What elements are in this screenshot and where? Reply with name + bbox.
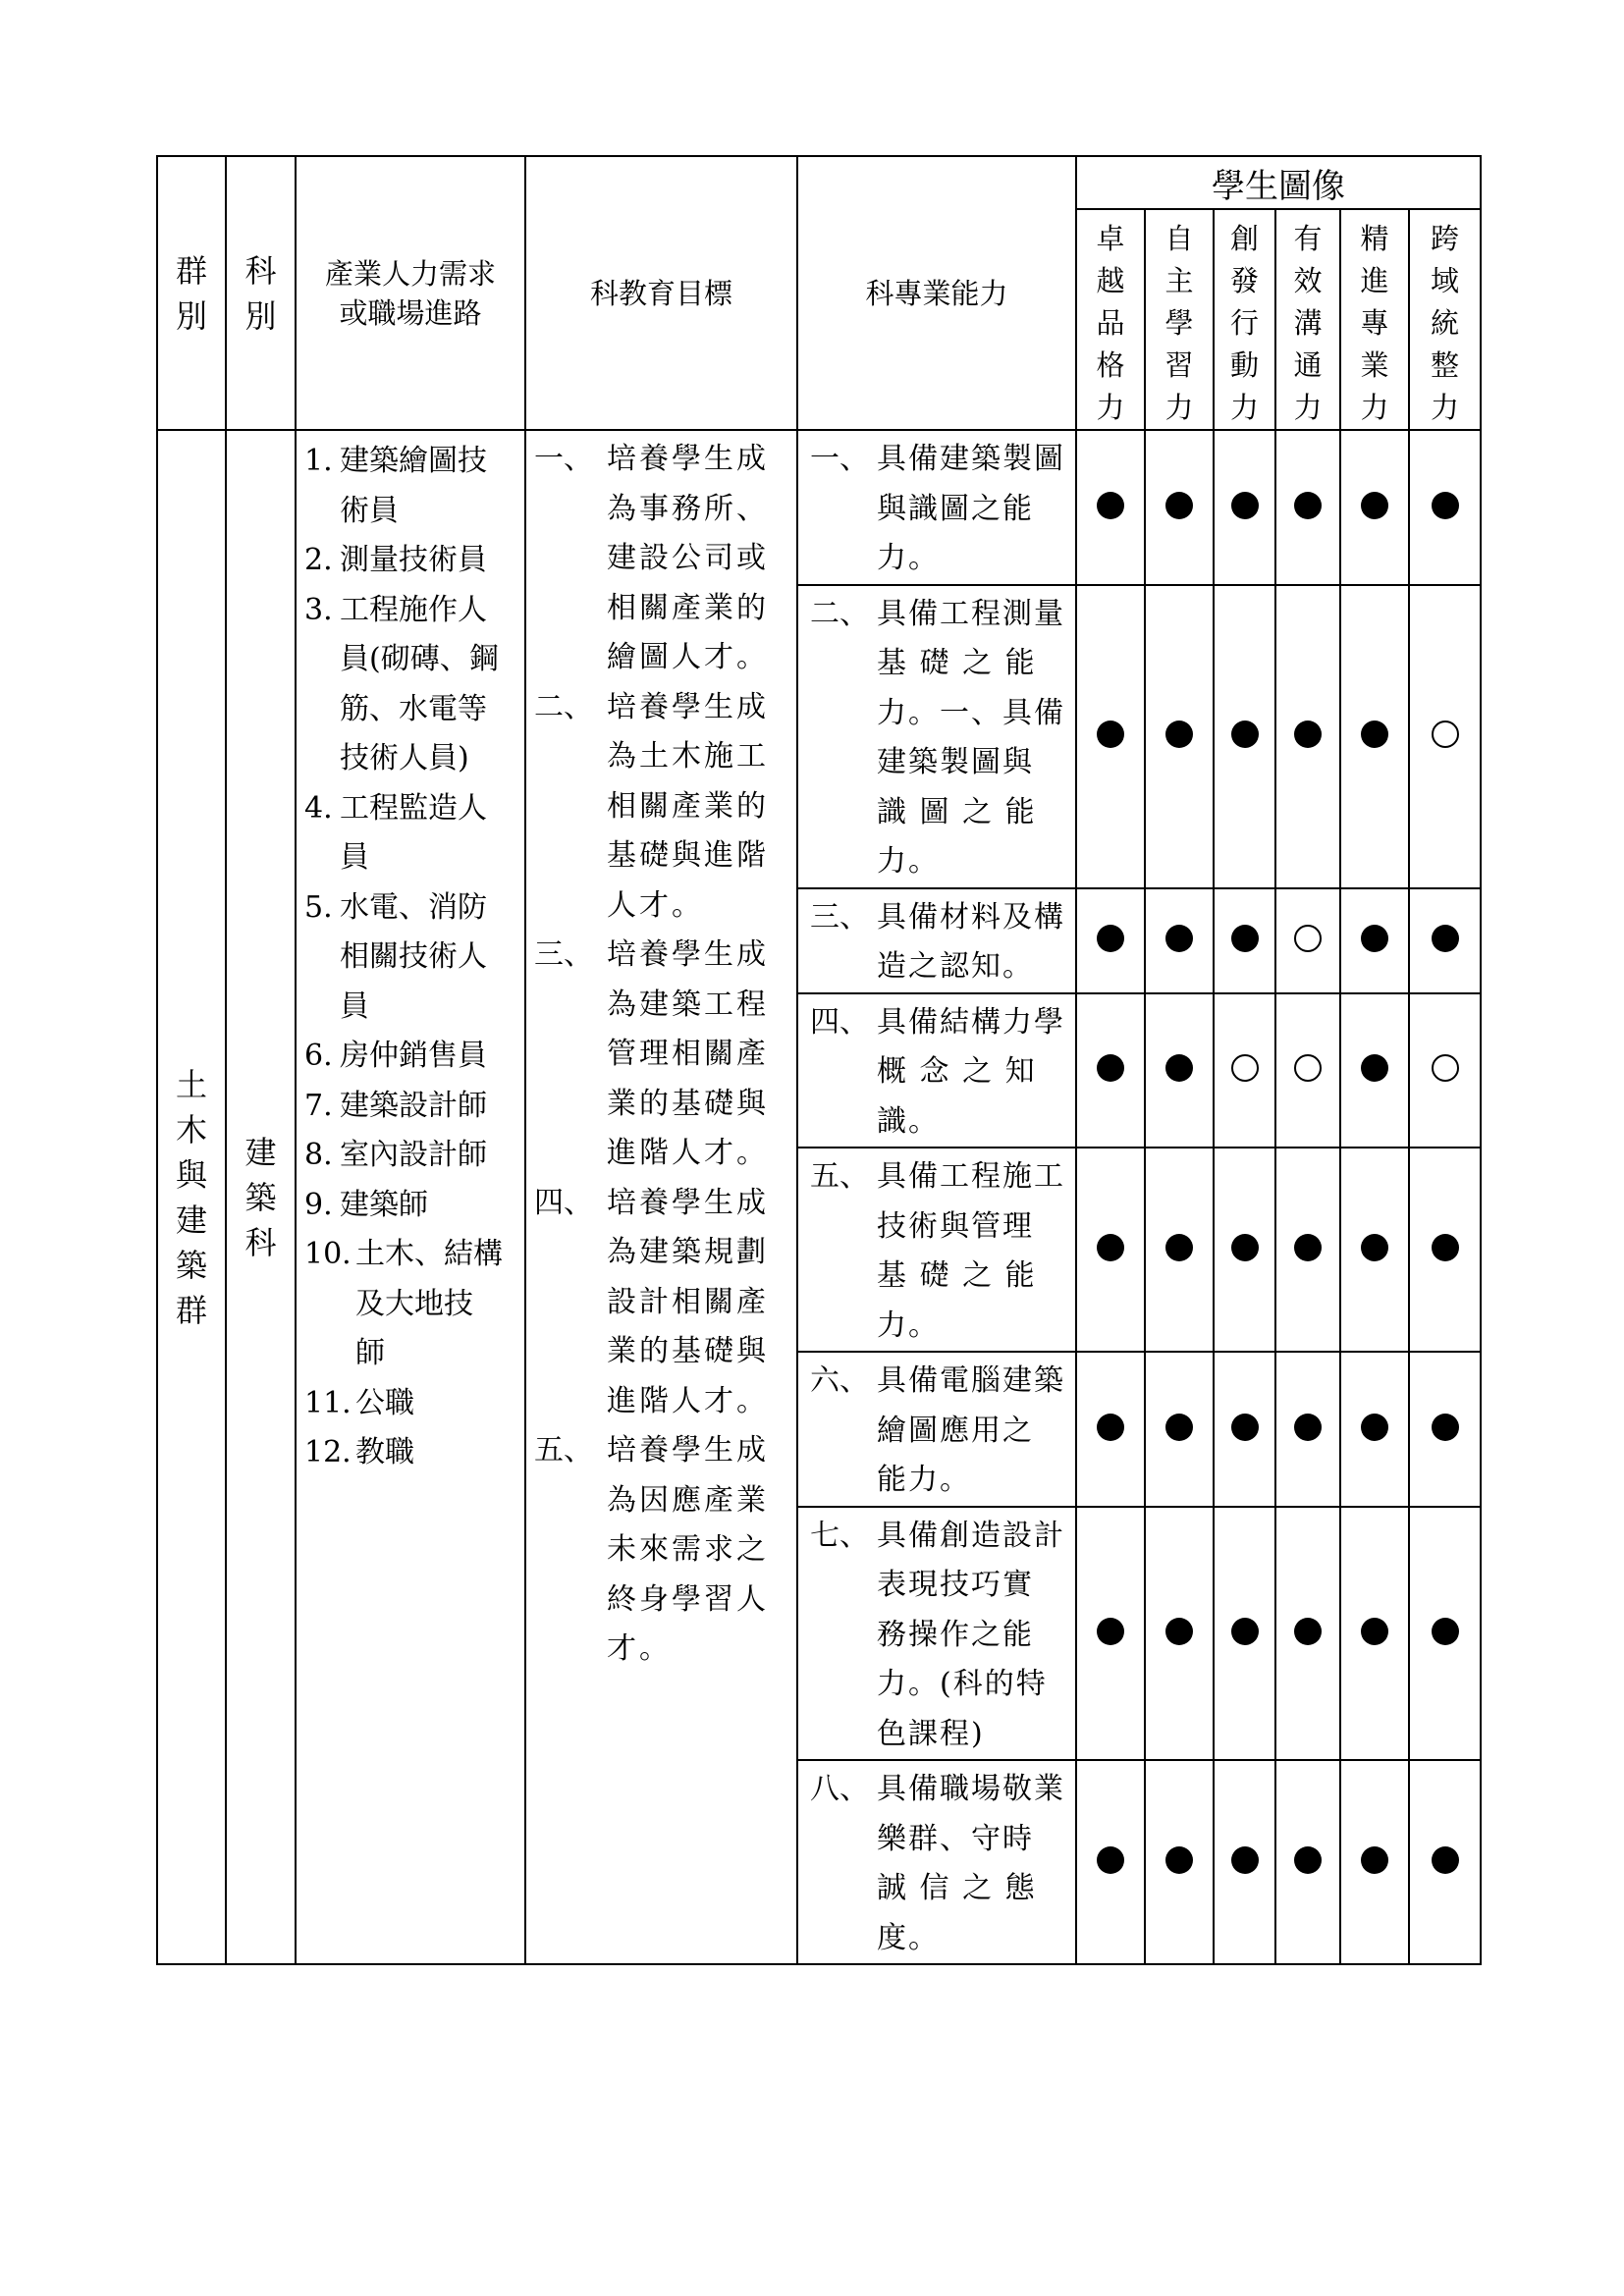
objective-text: 為建築規劃 (607, 1235, 769, 1269)
filled-circle-icon (1361, 492, 1388, 519)
filled-circle-icon (1231, 1234, 1259, 1261)
competency-number: 三、 (810, 899, 869, 934)
mark-cell (1076, 585, 1145, 888)
characteristic-char: 主 (1164, 264, 1194, 297)
mark-cell (1340, 1148, 1409, 1352)
competency-text: 具備創造設計 (877, 1518, 1065, 1553)
mark-cell (1076, 1352, 1145, 1507)
header-characteristic-5 (1340, 209, 1409, 430)
header-characteristic-3 (1214, 209, 1275, 430)
characteristic-char: 力 (1360, 391, 1389, 424)
mark-cell (1275, 585, 1340, 888)
filled-circle-icon (1231, 1414, 1259, 1441)
mark-cell (1275, 430, 1340, 585)
mark-cell (1076, 993, 1145, 1148)
mark-cell (1409, 1507, 1481, 1761)
mark-cell (1340, 430, 1409, 585)
career-text: 師 (355, 1336, 385, 1370)
filled-circle-icon (1097, 1618, 1124, 1645)
career-number: 2. (304, 543, 333, 577)
header-characteristic-6 (1409, 209, 1481, 430)
competency-text: 具備電腦建築 (877, 1363, 1065, 1398)
mark-cell (1409, 1760, 1481, 1964)
mark-cell (1214, 1507, 1275, 1761)
characteristic-char: 跨 (1430, 222, 1459, 255)
competency-text: 基 礎 之 能 (877, 1258, 1037, 1293)
career-text: 員 (340, 840, 369, 875)
mark-cell (1340, 888, 1409, 993)
competency-text: 繪圖應用之 (877, 1413, 1034, 1448)
characteristic-char: 整 (1430, 348, 1459, 382)
mark-cell (1409, 993, 1481, 1148)
curriculum-table (156, 155, 1482, 1965)
career-number: 7. (304, 1088, 333, 1123)
career-item (304, 536, 516, 586)
hollow-circle-icon (1432, 721, 1459, 748)
objective-text: 才。 (607, 1631, 672, 1666)
characteristic-char: 通 (1293, 348, 1323, 382)
characteristic-char: 力 (1293, 391, 1323, 424)
characteristic-char: 品 (1096, 306, 1125, 340)
career-number: 3. (304, 592, 333, 627)
mark-cell (1145, 1148, 1214, 1352)
career-number: 4. (304, 790, 333, 826)
header-industry-line-2: 或職場進路 (339, 295, 482, 330)
filled-circle-icon (1294, 721, 1322, 748)
characteristic-char: 專 (1360, 306, 1389, 340)
characteristic-char: 卓 (1096, 222, 1125, 255)
objective-item (534, 931, 786, 1179)
objective-text: 終身學習人 (607, 1581, 769, 1617)
competency-item (810, 590, 1065, 887)
characteristic-char: 行 (1229, 306, 1259, 340)
career-text: 土木、結構 (355, 1237, 503, 1271)
objective-item (534, 1179, 786, 1427)
competency-item (810, 998, 1065, 1148)
career-item (304, 586, 516, 784)
competency-text: 具備材料及構 (877, 899, 1065, 934)
group-char: 群 (175, 1291, 207, 1329)
filled-circle-icon (1294, 1618, 1322, 1645)
career-text: 測量技術員 (340, 543, 487, 577)
objective-text: 相關產業的 (607, 590, 769, 625)
competency-text: 識。 (877, 1103, 940, 1139)
mark-cell (1076, 1507, 1145, 1761)
mark-cell (1409, 1352, 1481, 1507)
group-char: 土 (175, 1065, 207, 1103)
mark-cell (1145, 585, 1214, 888)
mark-cell (1214, 1148, 1275, 1352)
career-text: 工程施作人 (340, 592, 487, 627)
filled-circle-icon (1165, 721, 1193, 748)
competency-text: 樂群、守時 (877, 1821, 1034, 1856)
filled-circle-icon (1165, 1618, 1193, 1645)
mark-cell (1409, 1148, 1481, 1352)
competency-cell (797, 1507, 1076, 1761)
competency-text: 識 圖 之 能 (877, 794, 1037, 829)
filled-circle-icon (1294, 1846, 1322, 1874)
competency-cell (797, 993, 1076, 1148)
career-item (304, 883, 516, 1033)
header-objectives: 科教育目標 (525, 156, 797, 430)
mark-cell (1076, 430, 1145, 585)
filled-circle-icon (1432, 1846, 1459, 1874)
competency-text: 具備工程測量 (877, 596, 1065, 631)
competency-item (810, 893, 1065, 992)
objective-text: 進階人才。 (607, 1383, 769, 1418)
characteristic-char: 創 (1229, 222, 1259, 255)
objective-item (534, 683, 786, 932)
filled-circle-icon (1097, 1846, 1124, 1874)
competency-text: 力。 (877, 1308, 940, 1343)
competency-text: 具備結構力學 (877, 1004, 1065, 1040)
filled-circle-icon (1361, 1618, 1388, 1645)
objective-text: 進階人才。 (607, 1136, 769, 1170)
characteristic-char: 發 (1229, 264, 1259, 297)
filled-circle-icon (1097, 1234, 1124, 1261)
characteristic-char: 精 (1360, 222, 1389, 255)
header-student-image: 學生圖像 (1076, 156, 1481, 209)
career-text: 員(砌磚、鋼 (340, 642, 499, 676)
filled-circle-icon (1097, 1054, 1124, 1082)
competency-text: 力。一、具備 (877, 695, 1065, 730)
objective-number: 四、 (534, 1185, 593, 1220)
mark-cell (1275, 1760, 1340, 1964)
mark-cell (1145, 888, 1214, 993)
mark-cell (1076, 1760, 1145, 1964)
mark-cell (1076, 1148, 1145, 1352)
mark-cell (1214, 1352, 1275, 1507)
hollow-circle-icon (1294, 1054, 1322, 1082)
career-item (304, 437, 516, 536)
competency-number: 六、 (810, 1363, 869, 1398)
competency-item (810, 1152, 1065, 1351)
characteristic-char: 效 (1293, 264, 1323, 297)
header-dept (226, 156, 296, 430)
objective-text: 相關產業的 (607, 788, 769, 824)
filled-circle-icon (1432, 1618, 1459, 1645)
career-number: 6. (304, 1039, 333, 1073)
career-text: 建築設計師 (340, 1088, 487, 1123)
competency-text: 技術與管理 (877, 1208, 1034, 1244)
competency-cell (797, 888, 1076, 993)
group-char: 建 (175, 1201, 207, 1239)
filled-circle-icon (1361, 1846, 1388, 1874)
competency-text: 建築製圖與 (877, 745, 1034, 779)
mark-cell (1214, 993, 1275, 1148)
career-item (304, 1032, 516, 1082)
career-text: 及大地技 (355, 1286, 473, 1321)
competency-text: 力。 (877, 844, 940, 879)
careers-cell (296, 430, 525, 1964)
competency-text: 能力。 (877, 1463, 971, 1497)
department-char: 建 (244, 1133, 277, 1171)
objective-text: 業的基礎與 (607, 1334, 769, 1368)
mark-cell (1214, 585, 1275, 888)
mark-cell (1214, 430, 1275, 585)
career-item (304, 1230, 516, 1379)
competency-number: 二、 (810, 596, 869, 631)
characteristic-char: 習 (1164, 348, 1194, 382)
objective-number: 二、 (534, 689, 593, 724)
competency-item (810, 1512, 1065, 1760)
characteristic-char: 力 (1229, 391, 1259, 424)
objective-text: 設計相關產 (607, 1284, 769, 1319)
filled-circle-icon (1231, 925, 1259, 952)
competency-item (810, 435, 1065, 584)
objective-text: 為事務所、 (607, 491, 769, 526)
competency-item (810, 1765, 1065, 1963)
filled-circle-icon (1432, 492, 1459, 519)
header-characteristic-2 (1145, 209, 1214, 430)
objectives-cell (525, 430, 797, 1964)
header-dept-char-1: 科 (244, 251, 277, 290)
objective-number: 一、 (534, 442, 593, 476)
header-group (157, 156, 226, 430)
competency-number: 七、 (810, 1518, 869, 1553)
competency-number: 五、 (810, 1159, 869, 1194)
department-cell (226, 430, 296, 1964)
hollow-circle-icon (1294, 925, 1322, 952)
career-item (304, 1428, 516, 1478)
mark-cell (1275, 993, 1340, 1148)
career-item (304, 784, 516, 883)
objective-number: 三、 (534, 937, 593, 972)
career-text: 建築師 (340, 1187, 428, 1222)
characteristic-char: 力 (1096, 391, 1125, 424)
mark-cell (1275, 1148, 1340, 1352)
competency-number: 八、 (810, 1772, 869, 1806)
group-cell (157, 430, 226, 1964)
career-number: 11. (304, 1385, 352, 1420)
filled-circle-icon (1231, 1618, 1259, 1645)
career-number: 1. (304, 444, 333, 478)
table-row (157, 430, 1481, 585)
filled-circle-icon (1097, 721, 1124, 748)
mark-cell (1076, 888, 1145, 993)
filled-circle-icon (1294, 1234, 1322, 1261)
objective-text: 人才。 (607, 887, 704, 923)
filled-circle-icon (1165, 1054, 1193, 1082)
career-number: 5. (304, 889, 333, 925)
competency-text: 誠 信 之 態 (877, 1871, 1037, 1905)
competency-cell (797, 1352, 1076, 1507)
filled-circle-icon (1432, 1234, 1459, 1261)
objective-text: 業的基礎與 (607, 1086, 769, 1121)
competency-text: 力。(科的特 (877, 1667, 1048, 1701)
filled-circle-icon (1231, 492, 1259, 519)
filled-circle-icon (1165, 492, 1193, 519)
mark-cell (1409, 430, 1481, 585)
hollow-circle-icon (1432, 1054, 1459, 1082)
career-item (304, 1379, 516, 1429)
filled-circle-icon (1097, 925, 1124, 952)
filled-circle-icon (1231, 1846, 1259, 1874)
filled-circle-icon (1097, 1414, 1124, 1441)
career-text: 術員 (340, 493, 399, 528)
mark-cell (1409, 888, 1481, 993)
career-text: 工程監造人 (340, 790, 487, 826)
characteristic-char: 域 (1430, 264, 1459, 297)
career-text: 員 (340, 988, 369, 1024)
objective-item (534, 435, 786, 683)
objective-text: 基礎與進階 (607, 838, 769, 873)
characteristic-char: 統 (1430, 306, 1459, 340)
career-item (304, 1131, 516, 1181)
competency-cell (797, 430, 1076, 585)
competency-cell (797, 585, 1076, 888)
career-text: 教職 (355, 1435, 414, 1469)
objective-text: 未來需求之 (607, 1532, 769, 1567)
competency-text: 務操作之能 (877, 1617, 1034, 1652)
header-competencies: 科專業能力 (797, 156, 1076, 430)
objective-text: 建設公司或 (607, 541, 769, 575)
competency-text: 度。 (877, 1920, 940, 1955)
mark-cell (1214, 888, 1275, 993)
filled-circle-icon (1165, 925, 1193, 952)
filled-circle-icon (1432, 925, 1459, 952)
filled-circle-icon (1432, 1414, 1459, 1441)
group-char: 與 (175, 1155, 207, 1194)
competency-text: 具備工程施工 (877, 1159, 1065, 1194)
career-text: 相關技術人 (340, 939, 487, 974)
department-char: 科 (244, 1223, 277, 1261)
filled-circle-icon (1165, 1414, 1193, 1441)
header-group-char-1: 群 (175, 251, 207, 290)
competency-text: 具備建築製圖 (877, 442, 1065, 476)
header-industry-line-1: 產業人力需求 (324, 256, 496, 291)
mark-cell (1340, 585, 1409, 888)
mark-cell (1275, 1352, 1340, 1507)
competency-text: 力。 (877, 541, 940, 575)
career-text: 房仲銷售員 (340, 1039, 487, 1073)
header-industry (296, 156, 525, 430)
characteristic-char: 越 (1096, 264, 1125, 297)
filled-circle-icon (1231, 721, 1259, 748)
characteristic-char: 格 (1096, 348, 1125, 382)
objective-item (534, 1426, 786, 1675)
career-number: 8. (304, 1138, 333, 1172)
characteristic-char: 進 (1360, 264, 1389, 297)
mark-cell (1340, 1352, 1409, 1507)
career-text: 技術人員) (340, 741, 469, 775)
career-text: 室內設計師 (340, 1138, 487, 1172)
filled-circle-icon (1294, 1414, 1322, 1441)
competency-text: 色課程) (877, 1716, 985, 1751)
mark-cell (1409, 585, 1481, 888)
characteristic-char: 力 (1430, 391, 1459, 424)
filled-circle-icon (1361, 721, 1388, 748)
competency-text: 概 念 之 知 (877, 1054, 1037, 1089)
mark-cell (1214, 1760, 1275, 1964)
department-char: 築 (244, 1178, 277, 1216)
career-item (304, 1082, 516, 1132)
competency-text: 基 礎 之 能 (877, 646, 1037, 680)
competency-text: 具備職場敬業 (877, 1772, 1065, 1806)
competency-text: 表現技巧實 (877, 1568, 1034, 1602)
objective-text: 培養學生成 (607, 1433, 769, 1468)
filled-circle-icon (1361, 1234, 1388, 1261)
competency-text: 造之認知。 (877, 949, 1034, 984)
filled-circle-icon (1361, 1054, 1388, 1082)
filled-circle-icon (1165, 1846, 1193, 1874)
characteristic-char: 業 (1360, 348, 1389, 382)
characteristic-char: 溝 (1293, 306, 1323, 340)
mark-cell (1145, 993, 1214, 1148)
objective-text: 培養學生成 (607, 442, 769, 476)
mark-cell (1275, 888, 1340, 993)
career-text: 水電、消防 (340, 889, 487, 925)
filled-circle-icon (1165, 1234, 1193, 1261)
career-text: 公職 (355, 1385, 414, 1420)
characteristic-char: 自 (1164, 222, 1194, 255)
objective-text: 為因應產業 (607, 1482, 769, 1518)
filled-circle-icon (1097, 492, 1124, 519)
competency-text: 與識圖之能 (877, 491, 1034, 526)
mark-cell (1275, 1507, 1340, 1761)
hollow-circle-icon (1231, 1054, 1259, 1082)
career-number: 10. (304, 1237, 352, 1271)
objective-text: 培養學生成 (607, 689, 769, 724)
career-item (304, 1181, 516, 1231)
characteristic-char: 動 (1229, 348, 1259, 382)
filled-circle-icon (1361, 1414, 1388, 1441)
characteristic-char: 有 (1293, 222, 1323, 255)
mark-cell (1340, 1507, 1409, 1761)
career-number: 12. (304, 1435, 352, 1469)
mark-cell (1340, 993, 1409, 1148)
objective-text: 繪圖人才。 (607, 640, 769, 674)
mark-cell (1145, 1352, 1214, 1507)
competency-number: 一、 (810, 442, 869, 476)
competency-cell (797, 1760, 1076, 1964)
objective-number: 五、 (534, 1433, 593, 1468)
characteristic-char: 學 (1164, 306, 1194, 340)
career-text: 建築繪圖技 (340, 444, 487, 478)
competency-cell (797, 1148, 1076, 1352)
group-char: 築 (175, 1246, 207, 1284)
filled-circle-icon (1294, 492, 1322, 519)
header-characteristic-4 (1275, 209, 1340, 430)
objective-text: 為土木施工 (607, 739, 769, 774)
objective-text: 為建築工程 (607, 987, 769, 1022)
objective-text: 培養學生成 (607, 1185, 769, 1220)
header-characteristic-1 (1076, 209, 1145, 430)
competency-number: 四、 (810, 1004, 869, 1040)
mark-cell (1145, 1760, 1214, 1964)
objective-text: 管理相關產 (607, 1037, 769, 1071)
group-char: 木 (175, 1110, 207, 1148)
mark-cell (1145, 430, 1214, 585)
mark-cell (1145, 1507, 1214, 1761)
objective-text: 培養學生成 (607, 937, 769, 972)
header-dept-char-2: 別 (244, 296, 277, 335)
mark-cell (1340, 1760, 1409, 1964)
filled-circle-icon (1361, 925, 1388, 952)
career-number: 9. (304, 1187, 333, 1222)
characteristic-char: 力 (1164, 391, 1194, 424)
career-text: 筋、水電等 (340, 691, 487, 726)
competency-item (810, 1357, 1065, 1506)
header-group-char-2: 別 (175, 296, 207, 335)
